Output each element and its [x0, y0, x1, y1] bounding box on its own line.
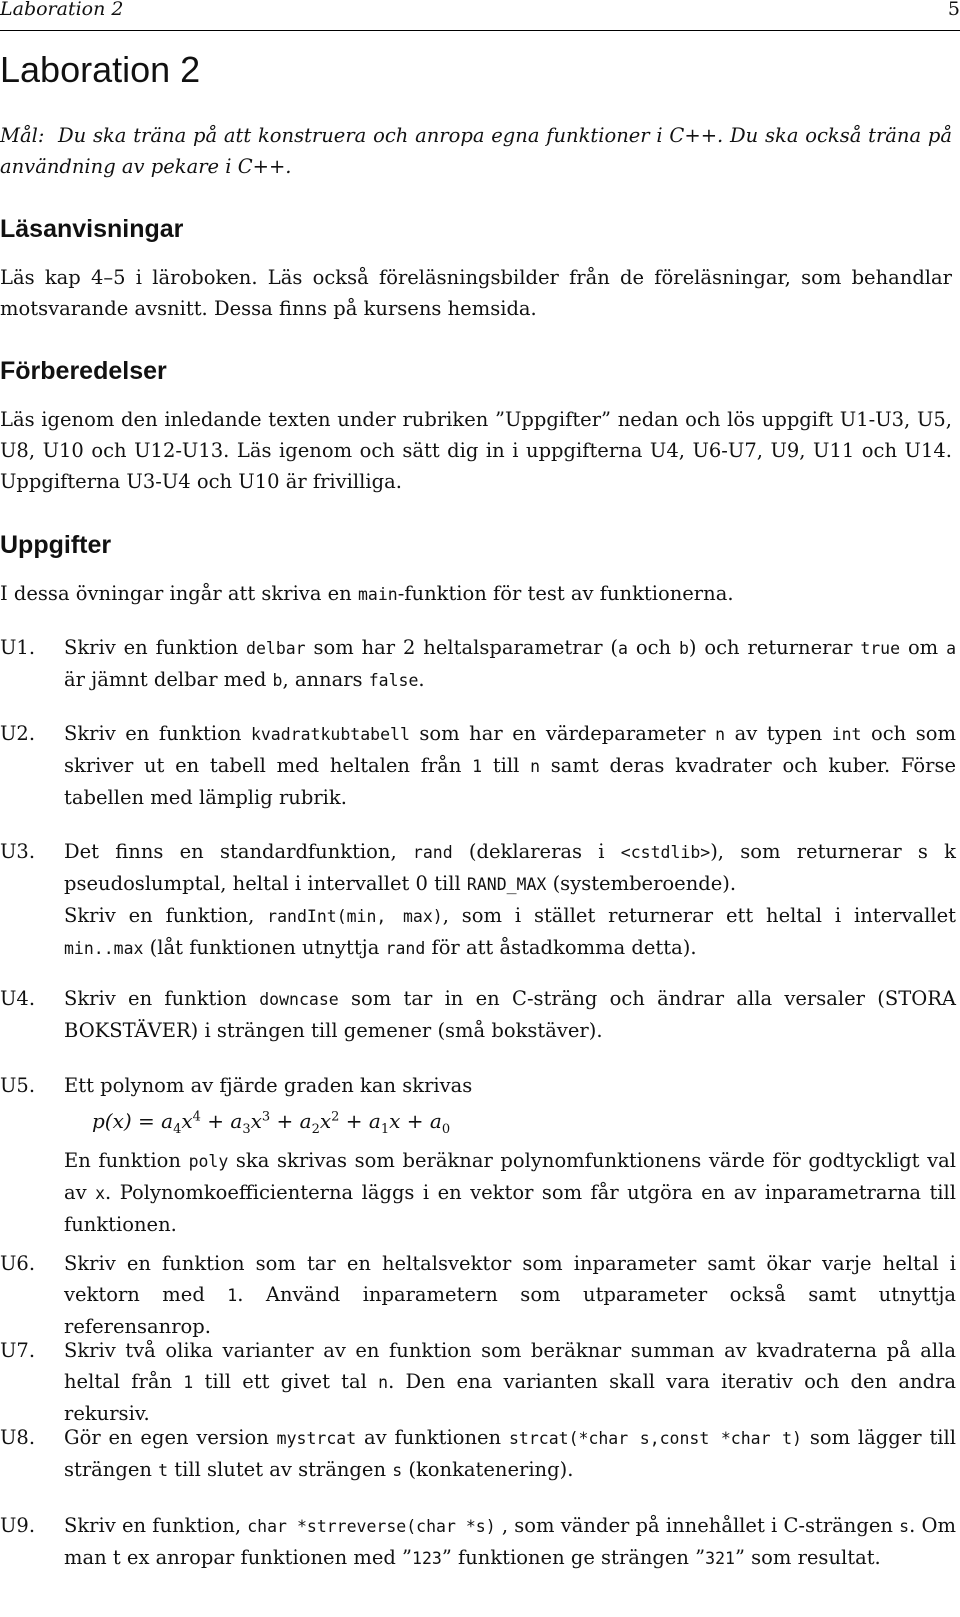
task-body: Ett polynom av fjärde graden kan skrivas $p(x) = a_4x^4 + a_3x^3 + a_2x^2 + a_1x + a_0$ En funktion poly ska skrivas som beräknar polynomfunktionens värde för godtyckligt val av x. Polynomkoefficienterna läggs i en vektor som får utgöra en av inparametrarna till funktionen. — [64, 1074, 957, 1236]
intro-text-end: -funktion för test av funktionerna. — [397, 582, 734, 605]
section-heading-reading: Läsanvisningar — [0, 215, 184, 243]
task-body: Skriv en funktion som tar en heltalsvektor som inparameter samt ökar varje heltal i vektorn med 1. Använd inparametern som utparameter också samt utnyttja referensanrop. — [64, 1252, 956, 1338]
task-number: U5. — [0, 1074, 36, 1097]
section-heading-tasks: Uppgifter — [0, 531, 112, 559]
task-body: Gör en egen version mystrcat av funktionen strcat(*char s,const *char t) som lägger till strängen t till slutet av strängen s (konkatenering). — [64, 1426, 957, 1481]
page-title: Laboration 2 — [0, 49, 201, 90]
header-rule — [0, 30, 960, 31]
task-body: Skriv en funktion, char *strreverse(char *s) , som vänder på innehållet i C-strängen s. Om man t ex anropar funktionen med ”123” funktionen ge strängen ”321” som resultat. — [64, 1514, 956, 1569]
task-number: U4. — [0, 987, 36, 1010]
intro-code: main — [357, 585, 398, 604]
task-number: U7. — [0, 1339, 36, 1362]
goal-label: Mål: — [0, 124, 45, 147]
task-number: U6. — [0, 1252, 36, 1275]
running-header — [0, 0, 960, 20]
task-number: U8. — [0, 1426, 36, 1449]
task-body: Skriv en funktion kvadratkubtabell som har en värdeparameter n av typen int och som skriver ut en tabell med heltalen från 1 till n samt deras kvadrater och kuber. Förse tabellen med lämplig rubrik. — [64, 722, 956, 809]
goal-paragraph — [0, 120, 952, 182]
prep-paragraph: Läs igenom den inledande texten under rubriken ”Uppgifter” nedan och lös uppgift U1-U3, U5, U8, U10 och U12-U13. Läs igenom och sätt dig in i uppgifterna U4, U6-U7, U9, U11 och U14. Uppgifterna U3-U4 och U10 är frivilliga. — [0, 408, 952, 493]
task-number: U1. — [0, 636, 36, 659]
task-number: U9. — [0, 1514, 36, 1537]
task-body: Skriv två olika varianter av en funktion som beräknar summan av kvadraterna på alla heltal från 1 till ett givet tal n. Den ena varianten skall vara iterativ och den andra rekursiv. — [64, 1339, 957, 1425]
page-number: 5 — [947, 0, 960, 20]
task-number: U2. — [0, 722, 36, 745]
task-number: U3. — [0, 840, 36, 863]
polynomial-formula: $p(x) = a_4x^4 + a_3x^3 + a_2x^2 + a_1x + a_0$ — [92, 1108, 451, 1137]
task-body: Det finns en standardfunktion, rand (deklareras i <cstdlib>), som returnerar s k pseudoslumptal, heltal i intervallet 0 till RAND_MAX (systemberoende). Skriv en funktion, randInt(min, max), som i stället returnerar ett heltal i intervallet min..max (låt funktionen utnyttja rand för att åstadkomma detta). — [64, 840, 956, 959]
section-heading-prep: Förberedelser — [0, 357, 167, 385]
intro-text: I dessa övningar ingår att skriva en — [0, 582, 358, 605]
task-body: Skriv en funktion delbar som har 2 heltalsparametrar (a och b) och returnerar true om a är jämnt delbar med b, annars false. — [64, 636, 956, 691]
reading-paragraph: Läs kap 4–5 i läroboken. Läs också föreläsningsbilder från de föreläsningar, som behandlar motsvarande avsnitt. Dessa finns på kursens hemsida. — [0, 266, 952, 320]
tasks-intro — [0, 578, 952, 610]
header-title: Laboration 2 — [0, 0, 124, 20]
goal-text: Du ska träna på att konstruera och anropa egna funktioner i C++. Du ska också träna på användning av pekare i C++. — [0, 124, 953, 178]
task-body: Skriv en funktion downcase som tar in en C-sträng och ändrar alla versaler (STORA BOKSTÄVER) i strängen till gemener (små bokstäver). — [64, 987, 956, 1042]
